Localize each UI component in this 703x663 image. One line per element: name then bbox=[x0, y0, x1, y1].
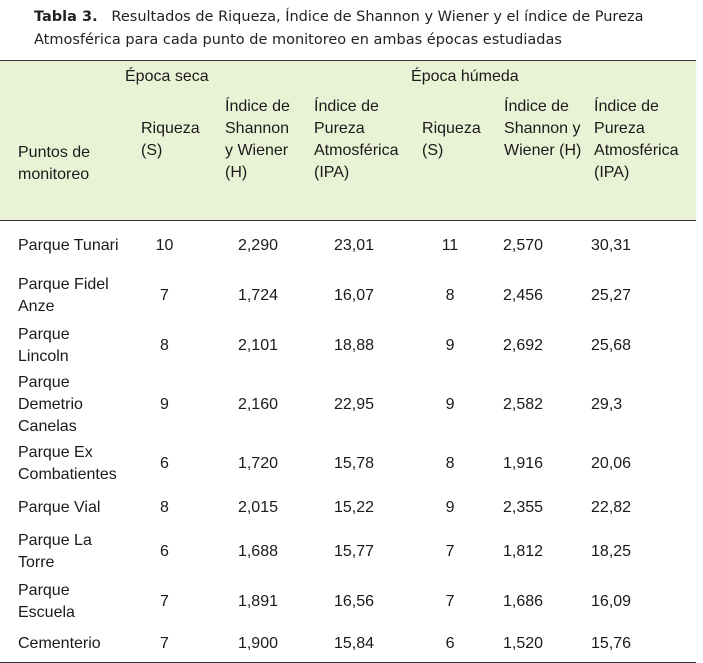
cell-dry-shannon: 2,015 bbox=[237, 498, 278, 516]
cell-dry-shannon: 1,900 bbox=[206, 627, 296, 663]
cell-wet-ipa: 16,09 bbox=[591, 592, 632, 610]
cell-dry-ipa: 23,01 bbox=[333, 236, 375, 254]
header-wet-shannon: Índice de Shannon y Wiener (H) bbox=[491, 93, 583, 221]
cell-point: Parque Ex Combatientes bbox=[18, 443, 117, 483]
cell-wet-richness: 7 bbox=[445, 542, 455, 560]
table-row bbox=[0, 489, 696, 527]
cell-dry-richness: 10 bbox=[155, 236, 174, 254]
cell-wet-richness: 6 bbox=[409, 627, 491, 663]
header-dry-ipa: Índice de Pureza Atmosférica (IPA) bbox=[296, 93, 409, 221]
table-row bbox=[0, 271, 696, 321]
cell-dry-richness: 8 bbox=[160, 336, 169, 354]
cell-wet-ipa: 25,27 bbox=[591, 286, 632, 304]
cell-dry-richness: 6 bbox=[160, 454, 169, 472]
table-row bbox=[0, 439, 696, 489]
cell-wet-shannon: 1,520 bbox=[491, 627, 583, 663]
cell-dry-richness: 7 bbox=[160, 592, 169, 610]
cell-wet-shannon: 2,582 bbox=[502, 395, 544, 413]
table-body bbox=[0, 221, 696, 663]
table-caption bbox=[34, 6, 684, 52]
cell-dry-ipa: 15,78 bbox=[333, 454, 375, 472]
cell-wet-richness: 9 bbox=[445, 395, 455, 413]
cell-wet-ipa: 15,76 bbox=[583, 627, 696, 663]
cell-wet-richness: 11 bbox=[441, 236, 459, 254]
cell-wet-shannon: 2,692 bbox=[502, 336, 544, 354]
cell-wet-ipa: 20,06 bbox=[591, 454, 632, 472]
table-row bbox=[0, 627, 696, 663]
cell-dry-ipa: 15,84 bbox=[296, 627, 409, 663]
header-wet-richness: Riqueza (S) bbox=[409, 93, 491, 221]
cell-dry-ipa: 15,77 bbox=[333, 542, 375, 560]
cell-wet-richness: 8 bbox=[445, 454, 455, 472]
cell-wet-ipa: 22,82 bbox=[591, 498, 632, 516]
cell-point: Parque La Torre bbox=[18, 531, 92, 571]
header-dry-season: Época seca bbox=[123, 61, 409, 94]
cell-dry-ipa: 22,95 bbox=[333, 395, 375, 413]
cell-dry-richness: 9 bbox=[160, 395, 169, 413]
caption-text: Resultados de Riqueza, Índice de Shannon y Wiener y el índice de Pureza Atmosférica para cada punto de monitoreo en ambas épocas estudiadas bbox=[34, 9, 644, 48]
header-points: Puntos de monitoreo bbox=[0, 93, 123, 221]
table-row bbox=[0, 527, 696, 577]
header-dry-richness: Riqueza (S) bbox=[123, 93, 206, 221]
cell-wet-ipa: 18,25 bbox=[591, 542, 632, 560]
header-dry-shannon: Índice de Shannon y Wiener (H) bbox=[206, 93, 296, 221]
cell-wet-richness: 8 bbox=[445, 286, 455, 304]
cell-dry-shannon: 1,688 bbox=[237, 542, 278, 560]
cell-dry-ipa: 18,88 bbox=[333, 336, 375, 354]
cell-wet-ipa: 30,31 bbox=[591, 236, 632, 254]
table-row bbox=[0, 321, 696, 371]
cell-dry-richness: 7 bbox=[123, 627, 206, 663]
cell-wet-ipa: 25,68 bbox=[591, 336, 632, 354]
table-row bbox=[0, 577, 696, 627]
table-row bbox=[0, 221, 696, 271]
table-row bbox=[0, 371, 696, 439]
cell-wet-shannon: 2,570 bbox=[502, 236, 544, 254]
cell-dry-ipa: 16,56 bbox=[333, 592, 375, 610]
cell-dry-shannon: 2,101 bbox=[237, 336, 278, 354]
cell-dry-shannon: 2,160 bbox=[237, 395, 278, 413]
cell-point: Parque Vial bbox=[18, 498, 101, 516]
cell-point: Parque Fidel Anze bbox=[18, 275, 109, 315]
cell-dry-richness: 6 bbox=[160, 542, 169, 560]
cell-dry-richness: 7 bbox=[160, 286, 169, 304]
cell-wet-shannon: 2,456 bbox=[502, 286, 544, 304]
cell-point: Parque Escuela bbox=[18, 581, 75, 621]
cell-point: Parque Lincoln bbox=[18, 325, 70, 365]
cell-point: Parque Tunari bbox=[18, 236, 119, 254]
cell-dry-shannon: 2,290 bbox=[237, 236, 278, 254]
cell-point: Cementerio bbox=[0, 627, 123, 663]
cell-dry-richness: 8 bbox=[160, 498, 169, 516]
cell-wet-shannon: 1,812 bbox=[502, 542, 544, 560]
cell-wet-shannon: 2,355 bbox=[502, 498, 544, 516]
cell-dry-shannon: 1,720 bbox=[237, 454, 278, 472]
header-wet-season: Época húmeda bbox=[409, 61, 696, 94]
cell-wet-shannon: 1,686 bbox=[502, 592, 544, 610]
cell-dry-shannon: 1,891 bbox=[237, 592, 278, 610]
table-header bbox=[0, 61, 696, 221]
cell-dry-ipa: 16,07 bbox=[333, 286, 375, 304]
header-wet-ipa: Índice de Pureza Atmosférica (IPA) bbox=[583, 93, 696, 221]
header-spacer bbox=[0, 61, 123, 94]
cell-wet-ipa: 29,3 bbox=[591, 395, 623, 413]
cell-dry-shannon: 1,724 bbox=[237, 286, 278, 304]
cell-wet-richness: 9 bbox=[445, 336, 455, 354]
cell-wet-richness: 9 bbox=[445, 498, 455, 516]
results-table bbox=[0, 60, 696, 663]
cell-dry-ipa: 15,22 bbox=[333, 498, 375, 516]
caption-label: Tabla 3. bbox=[34, 9, 98, 25]
cell-wet-richness: 7 bbox=[445, 592, 455, 610]
cell-wet-shannon: 1,916 bbox=[502, 454, 544, 472]
cell-point: Parque Demetrio Canelas bbox=[18, 373, 83, 435]
